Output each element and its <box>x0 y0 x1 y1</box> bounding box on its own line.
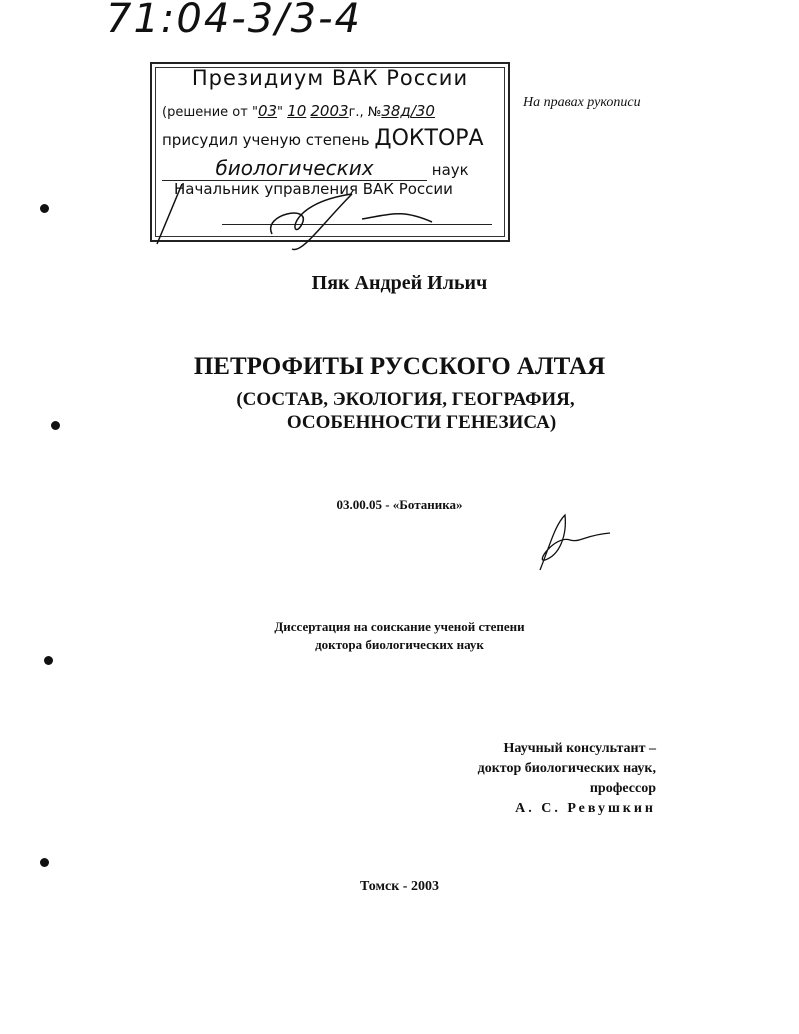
subtitle-line-1: (СОСТАВ, ЭКОЛОГИЯ, ГЕОГРАФИЯ, <box>236 389 575 410</box>
awarded-prefix: присудил ученую степень <box>162 131 370 149</box>
dissertation-title: ПЕТРОФИТЫ РУССКОГО АЛТАЯ <box>193 353 606 380</box>
dissertation-line-2: доктора биологических наук <box>315 637 484 652</box>
vak-stamp <box>150 62 510 242</box>
degree: ДОКТОРА <box>374 126 484 151</box>
decision-day: 03 <box>257 102 278 120</box>
consultant-name: А. С. Ревушкин <box>515 801 656 816</box>
archive-number: 71:04-3/3-4 <box>106 0 362 42</box>
stamp-title: Президиум ВАК России <box>191 66 469 90</box>
consultant-block <box>478 739 656 819</box>
decision-year: 2003 <box>310 102 349 120</box>
stamp-head-line: Начальник управления ВАК России <box>174 180 453 198</box>
decision-prefix: (решение от " <box>162 105 258 120</box>
specialty: 03.00.05 - «Ботаника» <box>336 497 463 512</box>
subtitle-line-2: ОСОБЕННОСТИ ГЕНЕЗИСА) <box>286 412 557 433</box>
scan-hole-mark <box>40 204 49 213</box>
stamp-decision: (решение от "03" 10 2003г., №38д/30 <box>162 102 435 120</box>
scan-hole-mark <box>44 656 53 665</box>
stamp-signature-icon <box>152 174 508 254</box>
decision-number: 38д/30 <box>381 102 435 120</box>
consultant-line-1: Научный консультант – <box>503 741 656 756</box>
author-name: Пяк Андрей Ильич <box>311 272 488 294</box>
stamp-awarded <box>162 126 518 151</box>
rights-note: На правах рукописи <box>523 95 641 110</box>
science-handwritten: биологических <box>162 156 427 181</box>
handwritten-signature-icon <box>525 505 615 575</box>
consultant-line-2: доктор биологических наук, <box>477 761 656 776</box>
place-year: Томск - 2003 <box>360 879 439 894</box>
scan-hole-mark <box>51 421 60 430</box>
decision-year-suffix: г., № <box>348 105 382 120</box>
decision-month: 10 <box>287 102 307 120</box>
scan-hole-mark <box>40 858 49 867</box>
science-suffix: наук <box>431 161 469 179</box>
dissertation-line-1: Диссертация на соискание ученой степени <box>274 619 525 634</box>
consultant-line-3: профессор <box>589 781 656 796</box>
